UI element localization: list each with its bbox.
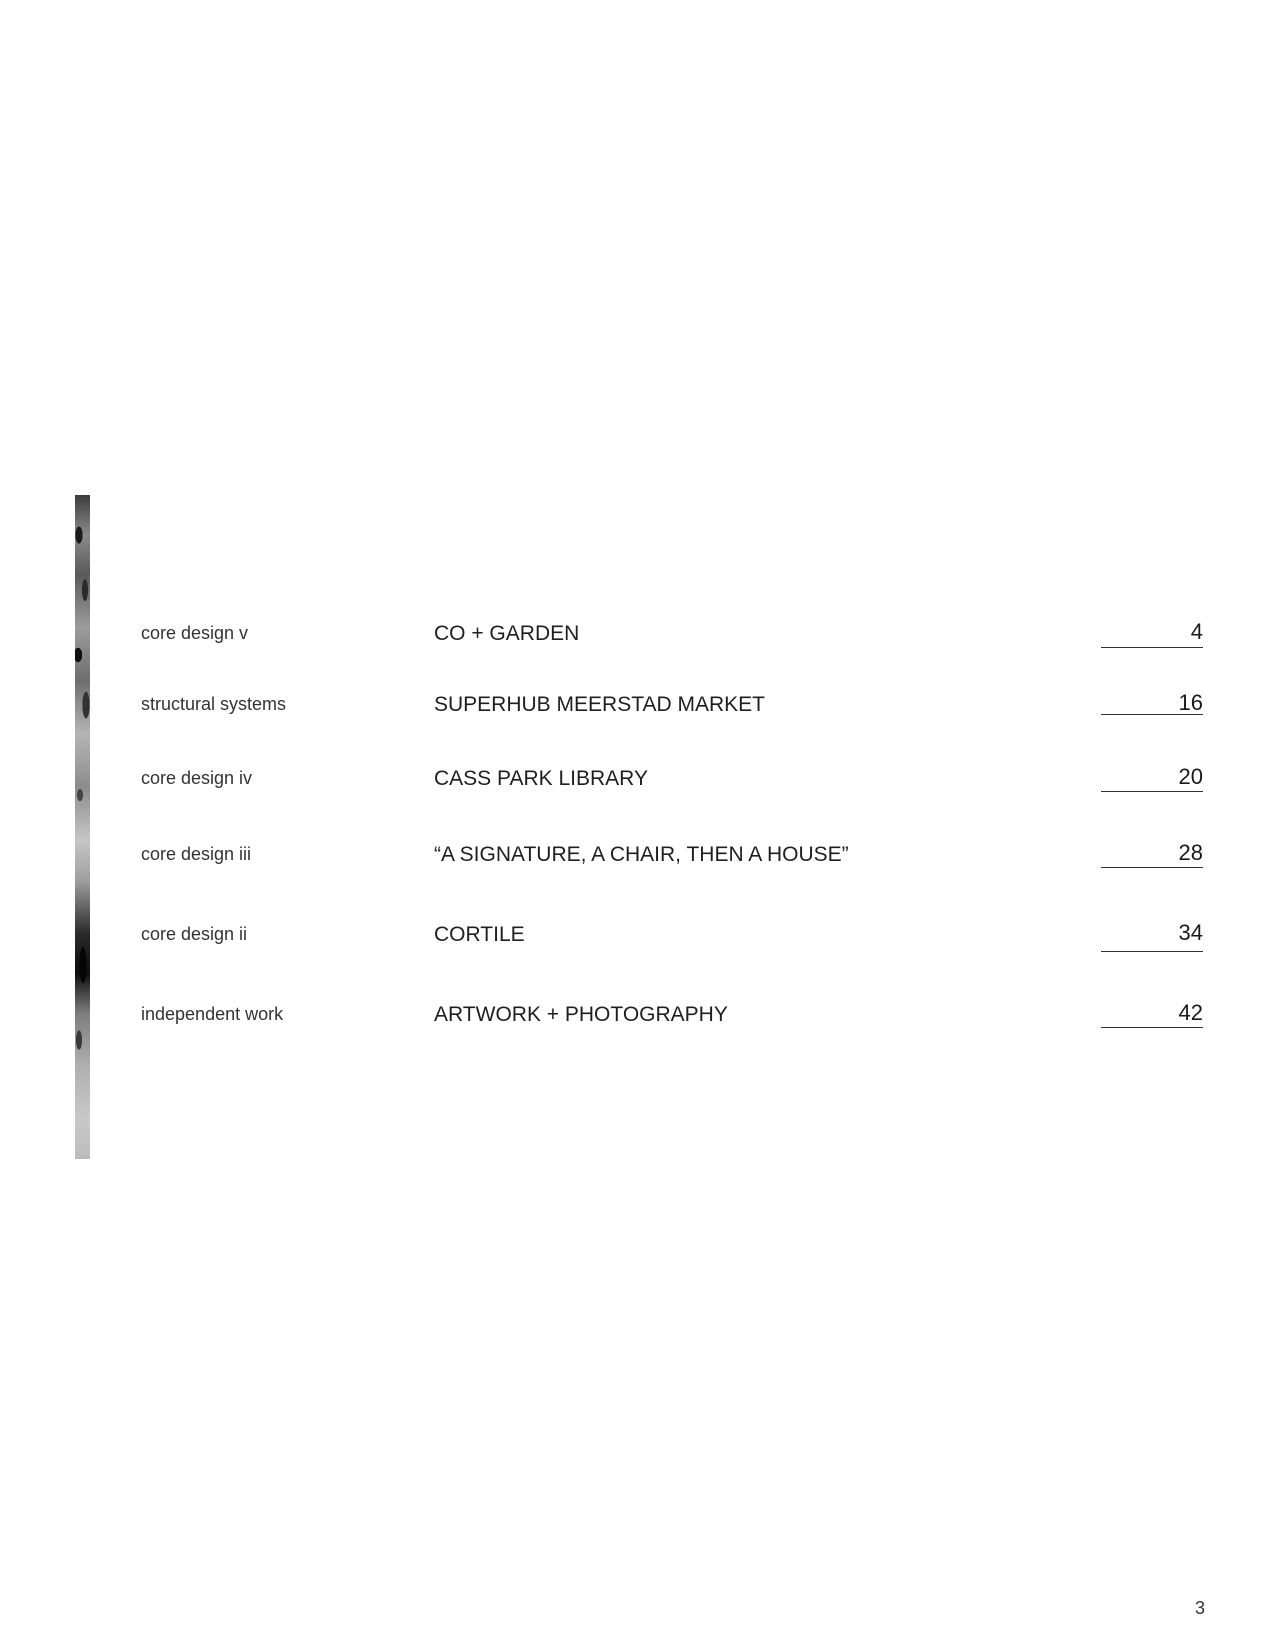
toc-title: “A SIGNATURE, A CHAIR, THEN A HOUSE” bbox=[434, 843, 849, 866]
toc-page-number: 28 bbox=[1178, 840, 1203, 865]
toc-category: core design iii bbox=[141, 844, 252, 864]
toc-page-number: 42 bbox=[1178, 1000, 1203, 1025]
toc-page-number: 4 bbox=[1190, 619, 1203, 644]
toc-page-number: 34 bbox=[1178, 920, 1203, 945]
toc-entry-artwork-photography[interactable] bbox=[0, 996, 1275, 1036]
toc-entry-co-garden[interactable] bbox=[0, 615, 1275, 655]
toc-leader-line bbox=[1101, 867, 1203, 868]
toc-entry-cortile[interactable] bbox=[0, 916, 1275, 956]
toc-title: CORTILE bbox=[434, 923, 525, 946]
toc-leader-line bbox=[1101, 1027, 1203, 1028]
toc-page-number: 20 bbox=[1178, 764, 1203, 789]
toc-entry-superhub[interactable] bbox=[0, 686, 1275, 726]
toc-title: ARTWORK + PHOTOGRAPHY bbox=[434, 1003, 728, 1026]
decorative-photo-strip bbox=[75, 495, 90, 1159]
toc-title: SUPERHUB MEERSTAD MARKET bbox=[434, 693, 765, 716]
toc-leader-line bbox=[1101, 951, 1203, 952]
toc-entry-signature-chair-house[interactable] bbox=[0, 836, 1275, 876]
toc-title: CASS PARK LIBRARY bbox=[434, 767, 648, 790]
toc-category: core design iv bbox=[141, 768, 253, 788]
toc-leader-line bbox=[1101, 791, 1203, 792]
page-number: 3 bbox=[1194, 1598, 1205, 1618]
toc-category: core design ii bbox=[141, 924, 248, 944]
toc-entry-cass-park-library[interactable] bbox=[0, 760, 1275, 800]
toc-page-number: 16 bbox=[1178, 690, 1203, 715]
toc-category: core design v bbox=[141, 623, 249, 643]
toc-category: independent work bbox=[141, 1004, 284, 1024]
toc-leader-line bbox=[1101, 647, 1203, 648]
toc-title: CO + GARDEN bbox=[434, 622, 580, 645]
toc-category: structural systems bbox=[141, 694, 287, 714]
